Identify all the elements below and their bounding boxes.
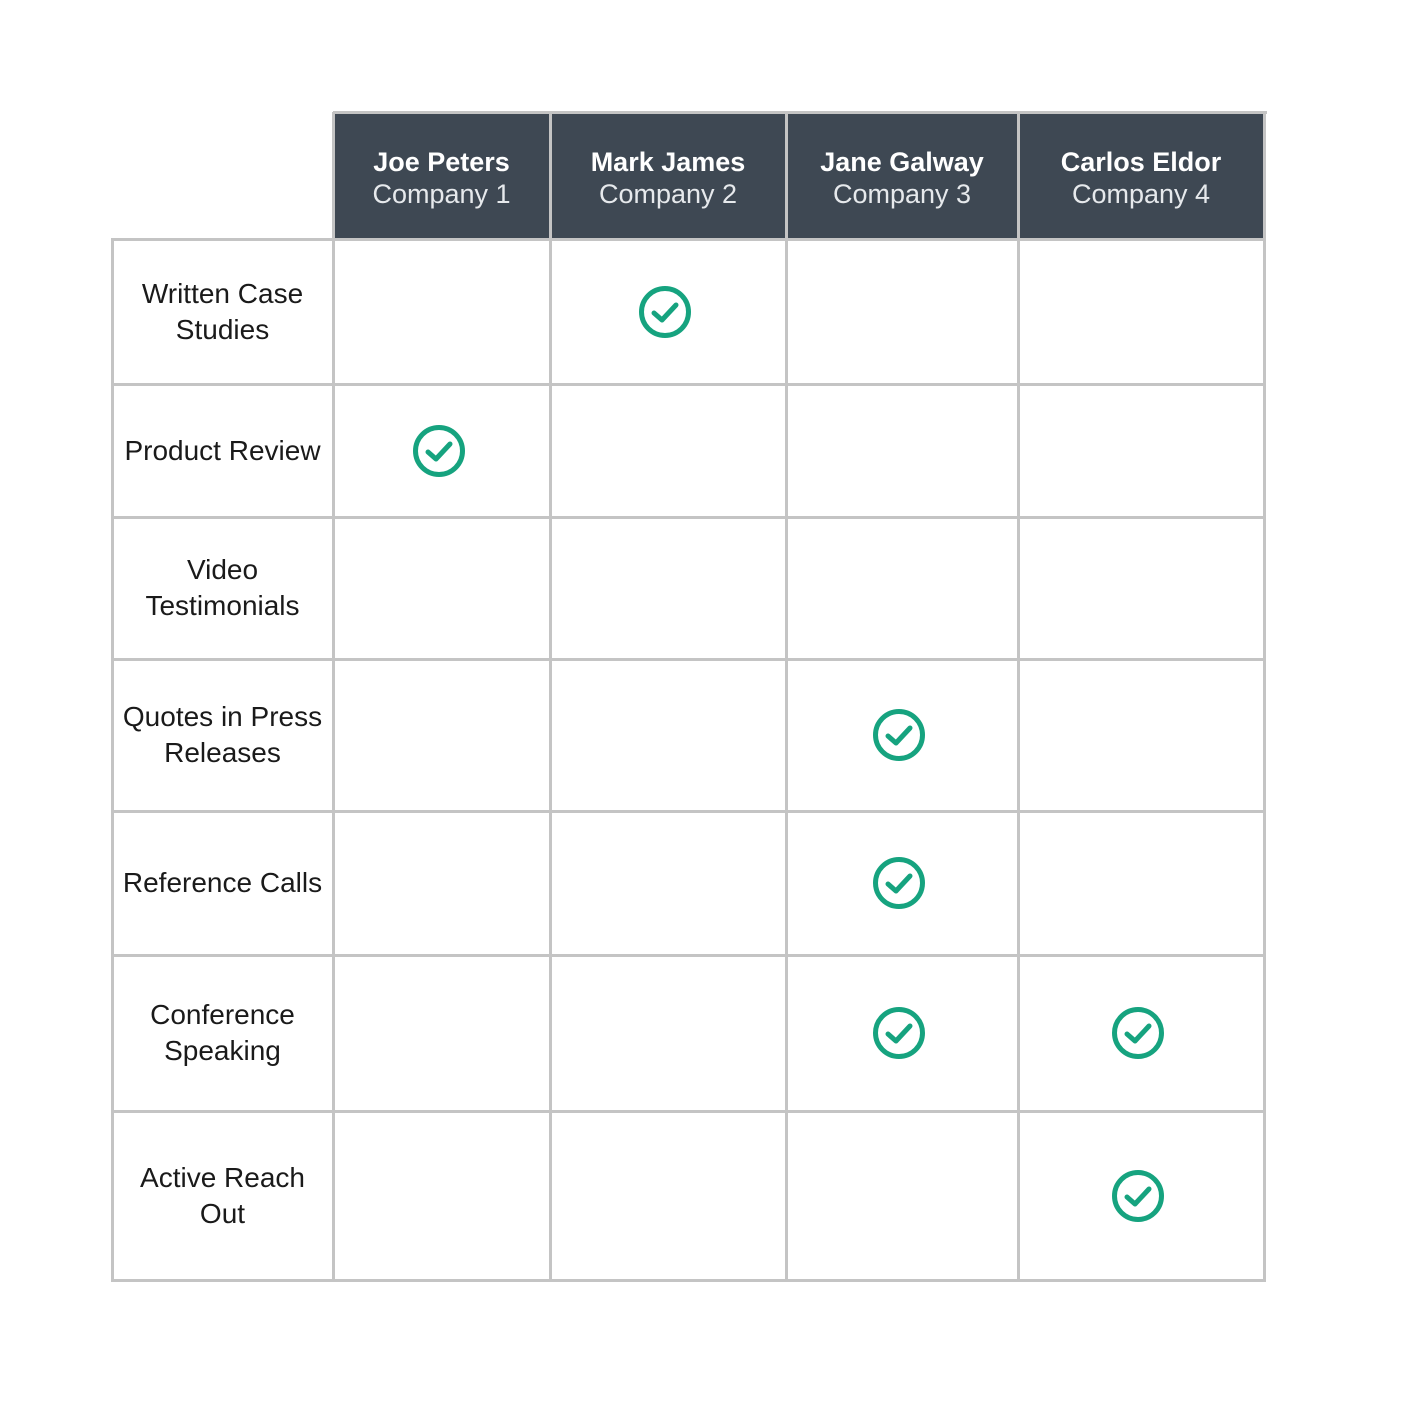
column-header-name: Mark James xyxy=(590,147,746,177)
header-divider xyxy=(785,112,788,239)
column-divider xyxy=(785,239,788,1280)
column-header xyxy=(1018,112,1264,239)
row-label-text: Written Case Studies xyxy=(141,277,304,345)
check-circle-icon xyxy=(1110,1005,1166,1061)
check-circle-icon xyxy=(871,1005,927,1061)
column-divider xyxy=(549,239,552,1280)
header-divider xyxy=(332,112,335,239)
row-label xyxy=(112,1111,333,1280)
column-header xyxy=(786,112,1018,239)
row-label xyxy=(112,811,333,955)
column-divider xyxy=(1263,239,1266,1280)
column-header-name: Joe Peters xyxy=(373,147,510,177)
row-label xyxy=(112,239,333,384)
row-label-text: Product Review xyxy=(124,434,321,466)
check-circle-icon xyxy=(1110,1168,1166,1224)
row-label-text: Active Reach Out xyxy=(140,1161,305,1229)
row-label xyxy=(112,955,333,1111)
header-divider xyxy=(549,112,552,239)
header-top-border xyxy=(333,111,1267,114)
header-divider xyxy=(1263,112,1266,239)
row-label xyxy=(112,517,333,659)
check-circle-icon xyxy=(637,284,693,340)
column-header-name: Jane Galway xyxy=(820,147,984,177)
header-divider xyxy=(1017,112,1020,239)
column-header xyxy=(550,112,786,239)
row-label-text: Reference Calls xyxy=(122,867,323,898)
row-label-text: Quotes in Press Releases xyxy=(122,701,323,768)
column-header-company: Company 2 xyxy=(598,179,738,209)
column-divider xyxy=(1017,239,1020,1280)
row-label xyxy=(112,659,333,811)
row-label-text: Video Testimonials xyxy=(145,554,300,621)
row-label-text: Conference Speaking xyxy=(150,999,295,1066)
column-header-company: Company 1 xyxy=(372,179,511,209)
column-header-company: Company 3 xyxy=(832,179,972,209)
check-circle-icon xyxy=(871,855,927,911)
column-header-name: Carlos Eldor xyxy=(1060,147,1222,177)
row-label xyxy=(112,384,333,517)
column-header xyxy=(333,112,550,239)
check-circle-icon xyxy=(871,707,927,763)
check-circle-icon xyxy=(411,423,467,479)
column-header-company: Company 4 xyxy=(1071,179,1211,209)
